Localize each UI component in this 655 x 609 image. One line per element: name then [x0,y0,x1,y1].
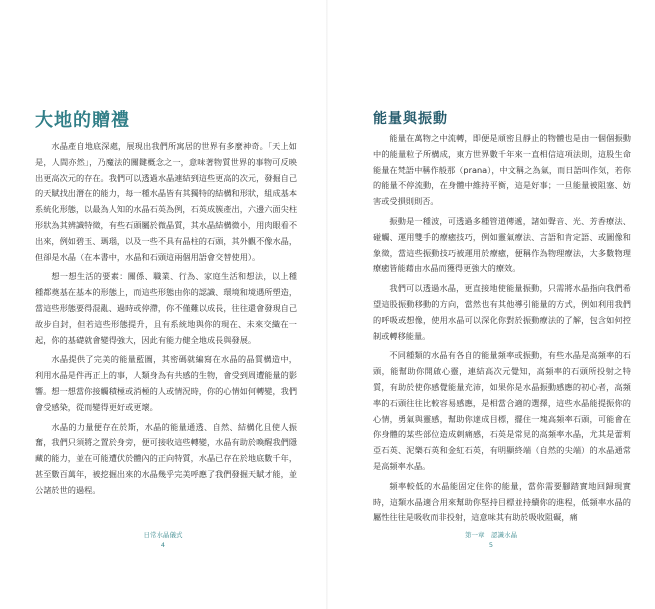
paragraph: 不同種類的水晶有各自的能量頻率或振動，有些水晶是高頻率的石頭，能幫助你開啟心靈，連結高次元覺知，高頻率的石頭所投射之特質，有助於使你感覺能量充沛，如果你是水晶振動感應的初心者，高頻率的石頭往往比較容易感應，是相當合適的選擇，這些水晶能提振你的心情，勇氣與靈感，幫助你達成目標，擺住一塊高頻率石頭，可能會在你身體的某些部位造成刺痛感，石英是常見的高頻率水晶，尤其是蕾莉亞石英、泥樂石英和金紅石英，有明顯終端（自然的尖端）的水晶通常是高頻率水晶。 [373,350,631,471]
paragraph: 頻率較低的水晶能固定住你的能量，當你需要腳踏實地回歸現實時，這類水晶適合用來幫助你堅持目標並持續你的進程，低頻率水晶的屬性往往是吸收而非投射，這意味其有助於吸收阻礙，痛 [373,480,631,523]
paragraph: 能量在萬物之中流轉，即便是頑密且靜止的物體也是由一個個振動中的能量粒子所構成，東方世界數千年來一直相信這項法則，這股生命能量在梵語中稱作般那（prana），中文稱之為氣，而日語叫作気，若你的能量不停流動，在身體中維持平衡，這是好事；一旦能量被阻塞、妨害或受損則則否。 [373,133,631,207]
right-page [328,0,655,609]
paragraph: 水晶產自地底深處，展現出我們所寓居的世界有多麼神奇。「天上如是，人間亦然」，乃魔法的關鍵概念之一，意味著物質世界的事物可反映出更高次元的存在。我們可以透過水晶連結到這些更高的次元，發掘自己的天賦找出潛在的能力，每一種水晶皆有其獨特的結構和形狀，組成基本系統化形態，以最為人知的水晶石英為例，石英成簇產出，六邊六面尖柱形狀為其辨識特徵，有些石頭屬於微晶質，其水晶結構微小，用肉眼看不出來，例如碧玉、瑪瑙，以及一些不具有晶柱的石頭，其外觀不像水晶，但卻是水晶（在本書中，水晶和石頭這兩個用語會交替使用）。 [35,141,298,262]
paragraph: 水晶的力量便存在於斯，水晶的能量通透、自然、結構化且使人振奮，我們只須將之置於身旁，便可接收這些轉變，水晶有助於喚醒我們隱藏的能力，並在可能遭伏於體內的正向特質，水晶已存在於地底數千年，甚至數百萬年，被挖掘出來的水晶幾乎完美呼應了我們發掘天賦才能，並公諸於世的過程。 [35,421,298,495]
paragraph: 我們可以透過水晶，更直接地使能量振動，只需將水晶指向我們希望這股振動移動的方向，當然也有其他導引能量的方式，例如利用我們的呼吸或想像，使用水晶可以深化你對於振動療法的了解，包含如何控制或轉移能量。 [373,283,631,341]
left-page [0,0,327,609]
paragraph: 振動是一種波，可透過多種管道傳遞，諸如聲音、光、芳香療法、碰觸、運用雙手的療癒技巧，例如靈氣療法、言語和肯定語、或圖像和象徵，當這些振動技巧被運用於療癒，便稱作為物理療法，大多數物理療癒皆能藉由水晶而獲得更強大的療效。 [373,215,631,274]
body-text [35,139,297,503]
page-footer [446,530,536,550]
page-number: 4 [160,541,166,549]
body-text [373,131,631,530]
paragraph: 水晶提供了完美的能量藍圖，其密碼就編寫在水晶的晶質構造中，利用水晶是件再正上的事，人類身為有共感的生物，會受到周遭能量的影響。想一想當你接觸積極或消極的人或情況時，你的心情如何轉變，我們會受感染，從而變得更好或更壞。 [35,354,298,412]
running-title: 第一章 認識水晶 [465,531,517,539]
page-number: 5 [488,541,494,549]
paragraph: 想一想生活的要素：關係、職業、行為、家庭生活和想法，以上種種都奠基在基本的形態上，而這些形態由你的認識、環境和境遇所塑造，當這些形態要得混亂、過時或停滯，你不僅難以成長，往往還會發現自己故步自封，但若這些形態提升，且有系統地與你的現在、未來交織在一起，你的基礎就會變得強大，因此有能力健全地成長與發展。 [35,271,298,345]
running-title: 日常水晶儀式 [143,531,183,539]
chapter-title: 大地的贈禮 [35,110,130,131]
section-title: 能量與振動 [373,111,448,127]
page-footer [118,530,208,550]
